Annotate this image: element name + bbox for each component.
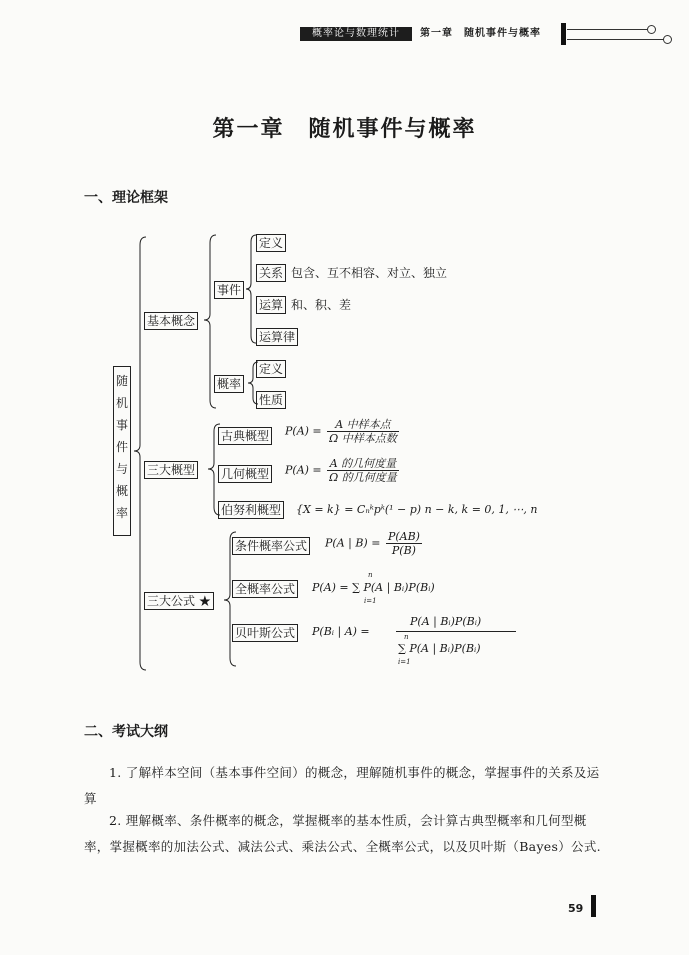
geometric-numerator: A 的几何度量 — [327, 457, 399, 471]
total-sum-top: n — [368, 571, 373, 579]
geometric-denominator: Ω 的几何度量 — [329, 471, 397, 484]
geometric-model-box: 几何概型 — [218, 465, 272, 483]
total-probability-box: 全概率公式 — [232, 580, 298, 598]
classical-numerator: A 中样本点 — [327, 418, 399, 432]
probability-box: 概率 — [214, 375, 244, 393]
running-header-chapter: 第一章 随机事件与概率 — [420, 28, 541, 39]
page-number: 59 — [568, 902, 584, 915]
bayes-numerator: P(A | Bᵢ)P(Bᵢ) — [410, 615, 482, 628]
page-number-bar — [591, 895, 596, 917]
framework-root-box: 随机事件与概率 — [113, 366, 131, 536]
probability-properties-box: 性质 — [256, 391, 286, 409]
three-formulas-box: 三大公式 ★ — [144, 592, 214, 610]
section-heading-framework: 一、理论框架 — [84, 190, 168, 206]
event-laws-box: 运算律 — [256, 328, 298, 346]
probability-definition-box: 定义 — [256, 360, 286, 378]
brace-event — [246, 235, 256, 343]
event-relation-note: 包含、互不相容、对立、独立 — [291, 266, 448, 280]
three-models-box: 三大概型 — [144, 461, 198, 479]
basic-concepts-box: 基本概念 — [144, 312, 198, 330]
bayes-sum-top: n — [404, 633, 409, 641]
bayes-sum-bottom: i=1 — [398, 658, 411, 666]
running-header-book-title: 概率论与数理统计 — [300, 27, 412, 41]
bayes-fraction-bar — [396, 631, 516, 632]
classical-formula — [285, 418, 401, 445]
geometric-lhs: P(A) = — [285, 463, 322, 477]
event-operation-box: 运算 — [256, 296, 286, 314]
bernoulli-model-box: 伯努利概型 — [218, 501, 284, 519]
event-relation-box: 关系 — [256, 264, 286, 282]
event-box: 事件 — [214, 281, 244, 299]
conditional-numerator: P(AB) — [387, 530, 420, 543]
classical-lhs: P(A) = — [285, 424, 322, 438]
chapter-title: 第一章 随机事件与概率 — [212, 116, 477, 142]
total-sum-bottom: i=1 — [364, 597, 377, 605]
event-operation-note: 和、积、差 — [291, 298, 352, 312]
classical-model-box: 古典概型 — [218, 427, 272, 445]
event-definition-box: 定义 — [256, 234, 286, 252]
classical-denominator: Ω 中样本点数 — [329, 432, 397, 445]
outline-item-2: 2. 理解概率、条件概率的概念，掌握概率的基本性质，会计算古典型概率和几何型概率，掌握概率的加法公式、减法公式、乘法公式、全概率公式，以及贝叶斯（Bayes）公式. — [84, 813, 601, 854]
section-heading-exam-outline: 二、考试大纲 — [84, 724, 168, 740]
bayes-lhs: P(Bᵢ | A) = — [312, 625, 370, 638]
conditional-formula — [325, 530, 424, 557]
outline-item-1: 1. 了解样本空间（基本事件空间）的概念，理解随机事件的概念，掌握事件的关系及运算 — [84, 765, 600, 806]
conditional-denominator: P(B) — [391, 544, 416, 557]
bernoulli-formula: {X = k} = Cₙᵏpᵏ(¹ − p) n − k, k = 0, 1, ⋯, n — [296, 503, 538, 516]
conditional-lhs: P(A | B) = — [325, 536, 381, 550]
bayes-denominator: ∑ P(A | Bᵢ)P(Bᵢ) — [398, 642, 481, 655]
total-formula: P(A) = ∑ P(A | Bᵢ)P(Bᵢ) — [312, 581, 435, 594]
bayes-formula-box: 贝叶斯公式 — [232, 624, 298, 642]
conditional-probability-box: 条件概率公式 — [232, 537, 310, 555]
geometric-formula — [285, 457, 401, 484]
